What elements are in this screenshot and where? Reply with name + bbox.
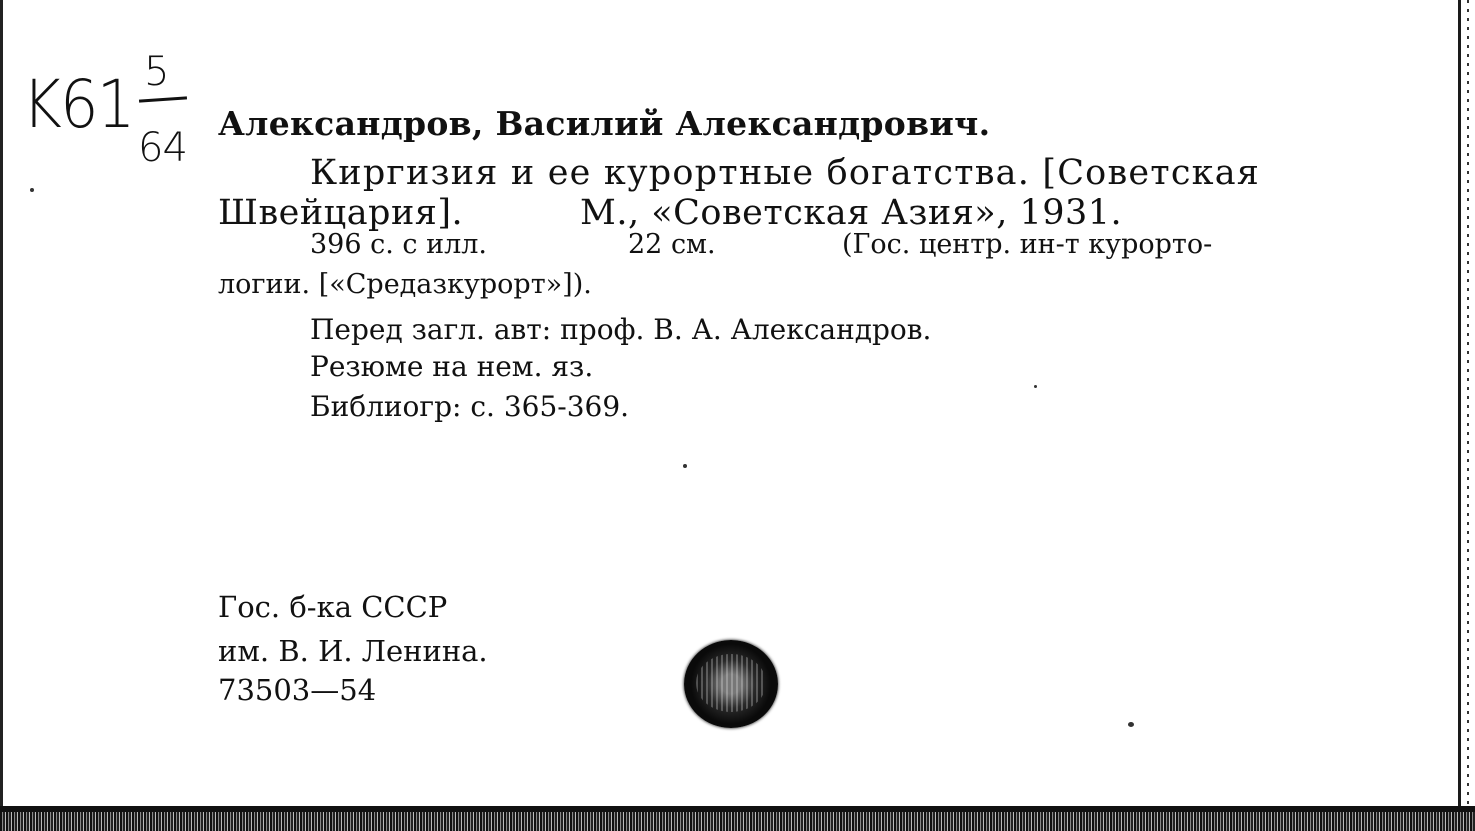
description-line-1 [310, 229, 1290, 260]
speck [1128, 722, 1134, 727]
card-left-edge [0, 0, 3, 831]
description-line-2: логии. [«Средазкурорт»]). [218, 269, 592, 300]
shelf-mark-numerator: 5 [144, 49, 170, 95]
card-punch-hole [684, 640, 778, 728]
pagination: 396 с. с илл. [310, 229, 487, 260]
card-right-edge [1458, 0, 1474, 831]
imprint: М., «Советская Азия», 1931. [580, 193, 1123, 233]
author-heading: Александров, Василий Александрович. [218, 104, 991, 143]
shelf-mark-denominator: 64 [138, 125, 187, 171]
library-name: Гос. б-ка СССР [218, 590, 448, 624]
library-dedication: им. В. И. Ленина. [218, 634, 488, 668]
title-line-2 [218, 193, 1178, 233]
dimensions: 22 см. [628, 229, 716, 260]
title-line-2-left: Швейцария]. [218, 193, 464, 233]
speck [1034, 385, 1037, 388]
note-author: Перед загл. авт: проф. В. А. Александров. [310, 313, 932, 346]
series-statement: (Гос. центр. ин-т курорто- [842, 229, 1213, 260]
speck [30, 188, 34, 192]
speck [683, 464, 687, 468]
card-number: 73503—54 [218, 673, 377, 707]
shelf-mark-main: K61 [22, 66, 134, 143]
note-bibliography: Библиогр: с. 365-369. [310, 390, 630, 423]
note-summary: Резюме на нем. яз. [310, 350, 594, 383]
shelf-mark [22, 49, 212, 182]
shelf-mark-fraction-bar [139, 96, 187, 102]
card-bottom-edge [0, 806, 1475, 831]
title-line-1: Киргизия и ее курортные богатства. [Советская [310, 153, 1261, 193]
